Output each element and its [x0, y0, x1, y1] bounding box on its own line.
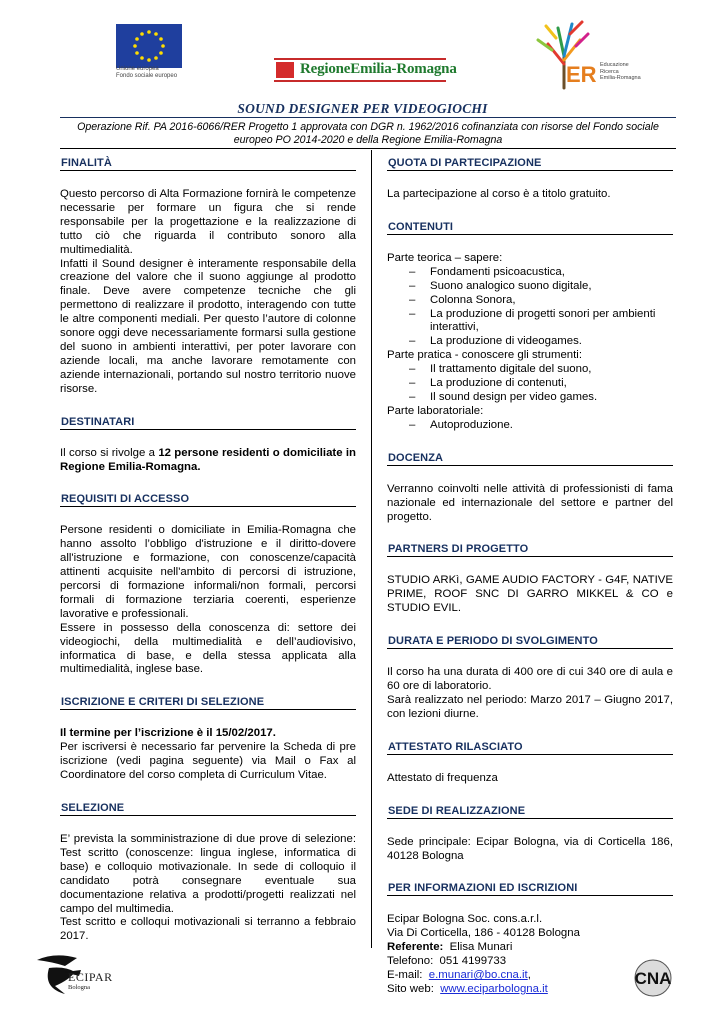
- er-caption-line2: Ricerca: [600, 68, 619, 75]
- cna-logo: [628, 958, 678, 998]
- finalita-body: [60, 188, 356, 397]
- section-heading-destinatari: DESTINATARI: [60, 409, 356, 430]
- list-item: – La produzione di progetti sonori per ambienti interattivi,: [409, 308, 673, 336]
- contenuti-teorica-label: Parte teorica – sapere:: [387, 251, 503, 264]
- requisiti-paragraph-1: Persone residenti o domiciliate in Emilia-Romagna che hanno assolto l’obbligo d'istruzione e il diritto-dovere all'istruzione e formazione, con conoscenze/capacità attinenti acquisite nell'ambito di percorsi di istruzione, percorsi di formazione informali/non formali, percorsi formali di formazione terziaria coerenti, esperienze lavorative e professionali.: [60, 524, 356, 620]
- section-heading-sede: SEDE DI REALIZZAZIONE: [387, 798, 673, 819]
- iscrizione-deadline: Il termine per l’iscrizione è il 15/02/2017.: [60, 727, 276, 740]
- web-label: Sito web:: [387, 983, 441, 995]
- list-item: – Il trattamento digitale del suono,: [409, 363, 673, 377]
- info-referente: [387, 941, 673, 955]
- referente-label: Referente:: [387, 941, 444, 954]
- requisiti-body: [60, 524, 356, 677]
- section-heading-docenza: DOCENZA: [387, 445, 673, 466]
- section-heading-info: PER INFORMAZIONI ED ISCRIZIONI: [387, 875, 673, 896]
- section-heading-finalita: FINALITÀ: [60, 150, 356, 171]
- laboratoriale-list: [387, 419, 673, 433]
- er-initials: ER: [566, 62, 597, 87]
- info-address: Via Di Corticella, 186 - 40128 Bologna: [387, 927, 580, 940]
- finalita-paragraph-1: Questo percorso di Alta Formazione fornirà le competenze necessarie per formare un figura che si rende responsabile per la progettazione e la realizzazione di tutto ciò che riguarda il contributo sonoro alla multimedialità.: [60, 188, 356, 256]
- ecipar-name: ECIPAR: [68, 970, 113, 984]
- contenuti-laboratoriale-label: Parte laboratoriale:: [387, 404, 484, 417]
- selezione-body: [60, 833, 356, 944]
- eu-flag-logo: [116, 24, 182, 68]
- document-subtitle: Operazione Rif. PA 2016-6066/RER Progetto 1 approvata con DGR n. 1962/2016 cofinanziata con risorse del Fondo sociale europeo PO 2014-2020 e della Regione Emilia-Romagna: [77, 121, 659, 146]
- list-item: – Fondamenti psicoacustica,: [409, 266, 673, 280]
- quota-body: La partecipazione al corso è a titolo gratuito.: [387, 188, 611, 200]
- section-heading-quota: QUOTA DI PARTECIPAZIONE: [387, 150, 673, 171]
- destinatari-bold: 12 persone residenti o domiciliate in Regione Emilia-Romagna.: [60, 446, 356, 473]
- section-heading-durata: DURATA E PERIODO DI SVOLGIMENTO: [387, 628, 673, 649]
- eu-caption: [116, 66, 177, 80]
- selezione-paragraph-1: E’ prevista la somministrazione di due prove di selezione: Test scritto (conoscenze: lingua inglese, informatica di base) e colloquio motivazionale. In sede di colloquio il candidato potrà consegnare eventuale sua documentazione relativa a prodotti/progetti realizzati nel campo del multimedia.: [60, 833, 356, 915]
- eu-stars-icon: [116, 24, 182, 68]
- contenuti-pratica-label: Parte pratica - conoscere gli strumenti:: [387, 349, 582, 362]
- list-item: – Autoproduzione.: [409, 419, 673, 433]
- er-caption-line1: Educazione: [600, 62, 629, 68]
- durata-paragraph-1: Il corso ha una durata di 400 ore di cui 340 ore di aula e 60 ore di laboratorio.: [387, 666, 673, 693]
- er-caption: [600, 62, 641, 82]
- section-heading-contenuti: CONTENUTI: [387, 214, 673, 235]
- cna-text: CNA: [634, 969, 672, 988]
- section-heading-requisiti: REQUISITI DI ACCESSO: [60, 486, 356, 507]
- selezione-paragraph-2: Test scritto e colloqui motivazionali si terranno a febbraio 2017.: [60, 916, 356, 943]
- region-mark-icon: [276, 62, 294, 78]
- title-rule: [60, 117, 676, 118]
- destinatari-text: Il corso si rivolge a: [60, 446, 159, 459]
- contenuti-body: [387, 252, 673, 433]
- regione-emilia-romagna-logo: [274, 58, 457, 82]
- docenza-body: Verranno coinvolti nelle attività di professionisti di fama nazionale ed internazionale del settore e partner del progetto.: [387, 482, 673, 523]
- left-column: [60, 150, 356, 956]
- pratica-list: [387, 363, 673, 405]
- teorica-list: [387, 266, 673, 349]
- list-item: – Colonna Sonora,: [409, 294, 673, 308]
- subtitle-rule: [60, 148, 676, 149]
- section-heading-partners: PARTNERS DI PROGETTO: [387, 536, 673, 557]
- right-column: [387, 150, 673, 1009]
- partners-body: STUDIO ARKì, GAME AUDIO FACTORY - G4F, NATIVE PRIME, ROOF SNC DI GARRO MIKKEL & CO e STUDIO EVIL.: [387, 574, 673, 615]
- document-title: SOUND DESIGNER PER VIDEOGIOCHI: [237, 101, 488, 116]
- email-suffix: ,: [527, 969, 531, 982]
- referente-name: Elisa Munari: [443, 941, 513, 954]
- durata-body: [387, 666, 673, 722]
- section-heading-selezione: SELEZIONE: [60, 795, 356, 816]
- eu-caption-line2: Fondo sociale europeo: [116, 73, 178, 79]
- requisiti-paragraph-2: Essere in possesso della conoscenza di: settore dei videogiochi, della multimedialità e dell’audiovisivo, informatica di base, e della stessa applicata alla multimedialità, inglese base.: [60, 621, 356, 676]
- email-link[interactable]: e.munari@bo.cna.it: [428, 969, 528, 982]
- iscrizione-paragraph: Per iscriversi è necessario far pervenire la Scheda di pre iscrizione (vedi pagina seguente) via Mail o Fax al Coordinatore del corso completa di Curriculum Vitae.: [60, 741, 356, 782]
- finalita-paragraph-2: Infatti il Sound designer è interamente responsabile della creazione del valore che il suono aggiunge al prodotto finale. Deve avere competenze tecniche che gli permettono di realizzare il prodotto, interagendo con tutte le altre componenti mediali. Per questo l’autore di colonne sonore oggi deve necessariamente formarsi sulla gestione del suono in ambienti interattivi, per poter lavorare con aziende locali, ma anche lavorare remotamente con aziende internazionali, portando sul nostro territorio nuove risorse.: [60, 257, 356, 395]
- region-name: RegioneEmilia-Romagna: [300, 61, 457, 77]
- list-item: – La produzione di contenuti,: [409, 377, 673, 391]
- attestato-body: Attestato di frequenza: [387, 771, 498, 784]
- durata-paragraph-2: Sarà realizzato nel periodo: Marzo 2017 – Giugno 2017, con lezioni diurne.: [387, 693, 673, 720]
- list-item: – Suono analogico suono digitale,: [409, 280, 673, 294]
- section-heading-attestato: ATTESTATO RILASCIATO: [387, 734, 673, 755]
- section-heading-iscrizione: ISCRIZIONE E CRITERI DI SELEZIONE: [60, 689, 356, 710]
- column-divider: [371, 150, 372, 948]
- list-item: – Il sound design per video games.: [409, 391, 673, 405]
- list-item: – La produzione di videogames.: [409, 335, 673, 349]
- email-label: E-mail:: [387, 969, 429, 982]
- info-telefono: Telefono: 051 4199733: [387, 955, 507, 968]
- ecipar-city: Bologna: [68, 984, 91, 991]
- eu-caption-line1: Unione europea: [116, 66, 159, 72]
- website-link[interactable]: www.eciparbologna.it: [440, 983, 548, 995]
- iscrizione-body: [60, 727, 356, 783]
- sede-body: Sede principale: Ecipar Bologna, via di Corticella 186, 40128 Bologna: [387, 835, 673, 862]
- er-caption-line3: Emilia-Romagna: [600, 75, 641, 81]
- destinatari-body: [60, 447, 356, 475]
- info-org: Ecipar Bologna Soc. cons.a.r.l.: [387, 913, 543, 926]
